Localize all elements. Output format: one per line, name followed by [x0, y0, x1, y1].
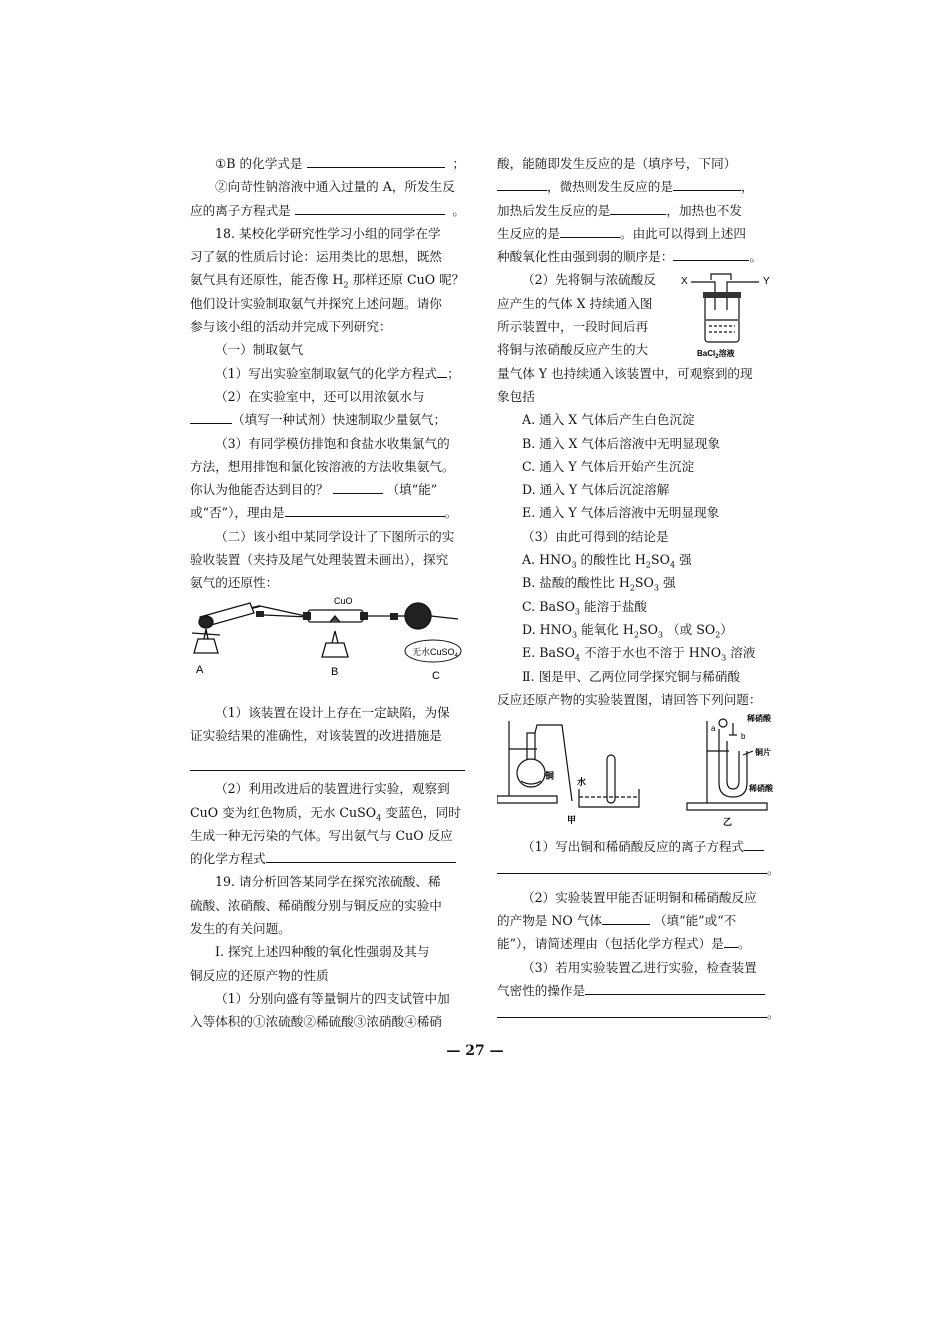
- part2-q2b: CuO 变为红色物质，无水 CuSO$_4$ 变蓝色，同时: [190, 804, 461, 823]
- r-line: 应产生的气体 X 持续通入图: [497, 295, 653, 311]
- answer-blank[interactable]: [497, 176, 547, 191]
- part2-text: 验收装置（夹持及尾气处理装置未画出），探究: [190, 552, 449, 568]
- q19-text: 发生的有关问题。: [190, 921, 291, 937]
- part2-heading-b: 反应还原产物的实验装置图，请回答下列问题：: [497, 691, 762, 707]
- ii-q3-line: 。: [497, 1002, 780, 1025]
- ii-q2: （2）实验装置甲能否证明铜和稀硝酸反应: [522, 889, 757, 905]
- q-naalo2-line2: 应的离子方程式是 。: [190, 199, 465, 222]
- r-line: （2）先将铜与浓硫酸反: [522, 272, 656, 288]
- water-label: 水: [577, 777, 587, 788]
- conclusion-b: B. 盐酸的酸性比 $H_2SO_3$ 强: [522, 575, 676, 593]
- apparatus-figure-abc: [190, 595, 465, 693]
- conclusion-c: C. BaSO$_3$ 能溶于盐酸: [522, 598, 647, 617]
- answer-blank[interactable]: [673, 176, 741, 191]
- part1-q1: （1）写出实验室制取氨气的化学方程式 ；: [190, 362, 465, 385]
- jia-yi-drawing: [497, 711, 780, 831]
- answer-blank[interactable]: [497, 859, 767, 874]
- q-naalo2-line: ②向苛性钠溶液中通入过量的 A，所发生反: [215, 179, 455, 195]
- apparatus-figure-jia-yi: [497, 711, 780, 831]
- cuo-label: CuO: [334, 595, 353, 606]
- part1-q3c: 你认为他能否达到目的？ （填“能”: [190, 478, 465, 501]
- q19-q1: （1）分别向盛有等量铜片的四支试管中加: [215, 990, 450, 1006]
- answer-blank[interactable]: [497, 1003, 767, 1018]
- q2-block: [497, 268, 780, 361]
- bacl2-apparatus: [675, 270, 775, 360]
- cu-piece-label: 铜片: [755, 748, 771, 758]
- part2-q2c: 生成一种无污染的气体。写出氨气与 CuO 反应: [190, 827, 453, 843]
- answer-blank[interactable]: [307, 153, 445, 168]
- answer-blank[interactable]: [190, 409, 232, 424]
- q18-text: 18. 某校化学研究性学习小组的同学在学: [215, 225, 441, 241]
- part1-q3: （3）有同学模仿排饱和食盐水收集氯气的: [215, 435, 450, 451]
- hno3-label-2: 稀硝酸: [749, 784, 773, 794]
- r-line: 象包括: [497, 388, 535, 404]
- r-line: 所示装置中，一段时间后再: [497, 319, 649, 335]
- part1-q3b: 方法，想用排饱和氯化铵溶液的方法收集氨气。: [190, 458, 455, 474]
- part2-q1b: 证实验结果的准确性，对该装置的改进措施是: [190, 727, 442, 743]
- q19-part1b: 铜反应的还原产物的性质: [190, 967, 329, 983]
- part2-text: 氨气的还原性：: [190, 575, 279, 591]
- answer-blank[interactable]: [560, 223, 620, 238]
- q18-text: 习了氨的性质后讨论：运用类比的思想，既然: [190, 249, 442, 265]
- left-column: [190, 152, 465, 1034]
- hno3-label: 稀硝酸: [747, 714, 771, 724]
- conclusion-a: A. $HNO_3$ 的酸性比 $H_2SO_4$ 强: [522, 552, 692, 570]
- answer-blank[interactable]: [724, 933, 738, 948]
- label-a: A: [196, 663, 204, 676]
- part1-q2: （2）在实验室中，还可以用浓氨水与: [215, 388, 425, 404]
- q19-text: 19. 请分析回答某同学在探究浓硫酸、稀: [215, 874, 441, 890]
- conclusion-d: D. $HNO_3$ 能氧化 $H_2SO_3$ （或 $SO_2$）: [522, 621, 733, 640]
- r-line: 将铜与浓硝酸反应产生的大: [497, 342, 649, 358]
- cuso4-label: 无水CuSO$_4$: [412, 646, 458, 659]
- answer-blank[interactable]: [744, 836, 764, 851]
- q19-q1b: 入等体积的①浓硫酸②稀硫酸③浓硝酸④稀硝: [190, 1014, 442, 1030]
- r-line: 酸，能随即发生反应的是（填序号，下同）: [497, 156, 737, 171]
- ii-q1-line: 。: [497, 858, 780, 881]
- option-b: B. 通入 X 气体后溶液中无明显现象: [522, 435, 720, 451]
- page-number: — 27 —: [446, 1043, 504, 1059]
- r-line: 生反应的是 。由此可以得到上述四: [497, 222, 780, 245]
- answer-blank[interactable]: [437, 363, 447, 378]
- r-line: 种酸氧化性由强到弱的顺序是： 。: [497, 245, 780, 268]
- yi-label: 乙: [723, 817, 733, 828]
- part1-q2b: （填写一种试剂）快速制取少量氨气；: [190, 408, 465, 431]
- answer-blank[interactable]: [295, 200, 445, 215]
- q-b-line: ①B 的化学式是 ；: [190, 152, 465, 175]
- option-e: E. 通入 Y 气体后溶液中无明显现象: [522, 505, 720, 521]
- q3-conclusion: （3）由此可得到的结论是: [522, 528, 669, 544]
- answer-blank[interactable]: [585, 980, 765, 995]
- ii-q1: （1）写出铜和稀硝酸反应的离子方程式: [497, 835, 780, 858]
- q18-text: 他们设计实验制取氨气并探究上述问题。请你: [190, 295, 442, 311]
- answer-blank[interactable]: [673, 246, 749, 261]
- part2-q2d: 的化学方程式: [190, 847, 465, 870]
- answer-blank[interactable]: [333, 479, 383, 494]
- label-b: B: [331, 665, 339, 678]
- part2-q1: （1）该装置在设计上存在一定缺陷，为保: [215, 704, 450, 720]
- part2-heading: Ⅱ. 图是甲、乙两位同学探究铜与稀硝酸: [522, 668, 741, 684]
- answer-blank[interactable]: [266, 848, 456, 863]
- label-c: C: [432, 669, 440, 682]
- r-line: 加热后发生反应的是 ，加热也不发: [497, 199, 780, 222]
- q18-text: 氨气具有还原性，能否像 $H_2$ 那样还原 CuO 呢？: [190, 272, 465, 290]
- x-label: X: [681, 276, 688, 288]
- answer-blank[interactable]: [610, 200, 666, 215]
- part2-text: （二）该小组中某同学设计了下图所示的实: [215, 528, 455, 544]
- part2-q2: （2）利用改进后的装置进行实验，观察到: [215, 781, 450, 797]
- option-c: C. 通入 Y 气体后开始产生沉淀: [522, 458, 695, 474]
- a-label: a: [711, 724, 716, 734]
- jia-label: 甲: [567, 815, 577, 826]
- part1-heading: （一）制取氨气: [215, 342, 304, 358]
- b-label: b: [741, 732, 746, 742]
- ii-q2c: 能”），请简述理由（包括化学方程式）是 。: [497, 932, 780, 955]
- bacl2-label: BaCl$_2$溶液: [697, 349, 735, 361]
- answer-blank[interactable]: [285, 502, 445, 517]
- y-label: Y: [763, 276, 770, 288]
- part1-q3d: 或“否”），理由是 。: [190, 501, 465, 524]
- ii-q3: （3）若用实验装置乙进行实验，检查装置: [522, 959, 757, 975]
- option-a: A. 通入 X 气体后产生白色沉淀: [522, 412, 695, 428]
- ii-q3b: 气密性的操作是: [497, 979, 780, 1002]
- q19-part1: Ⅰ. 探究上述四种酸的氧化性强弱及其与: [215, 944, 430, 960]
- r-line: 量气体 Y 也持续通入该装置中，可观察到的现: [497, 365, 753, 381]
- answer-line[interactable]: [190, 747, 465, 771]
- answer-blank[interactable]: [602, 910, 650, 925]
- conclusion-e: E. BaSO$_4$ 不溶于水也不溶于 $HNO_3$ 溶液: [522, 645, 756, 663]
- r-line: ，微热则发生反应的是 ，: [497, 175, 780, 198]
- apparatus-drawing: [190, 595, 470, 693]
- option-d: D. 通入 Y 气体后沉淀溶解: [522, 482, 670, 498]
- q19-text: 硫酸、浓硝酸、稀硝酸分别与铜反应的实验中: [190, 897, 442, 913]
- cu-label: 铜: [545, 771, 555, 782]
- q18-text: 参与该小组的活动并完成下列研究：: [190, 319, 392, 335]
- ii-q2b: 的产物是 NO 气体 （填“能”或“不: [497, 909, 780, 932]
- right-column: [497, 152, 780, 1026]
